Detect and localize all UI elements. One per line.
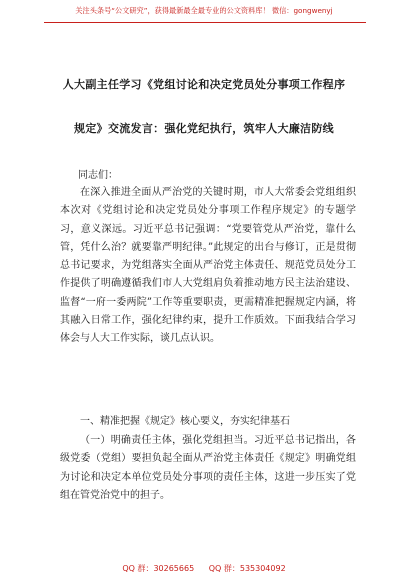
- section-heading-1: 一、精准把握《规定》核心要义，夯实纪律基石: [80, 416, 290, 427]
- footer-contact: [0, 563, 408, 574]
- footer-qq-group-1: QQ 群：30265665: [122, 564, 195, 573]
- header-divider: [44, 22, 366, 23]
- document-title-line-2: 规定》交流发言：强化党纪执行，筑牢人大廉洁防线: [74, 122, 334, 135]
- body-paragraph-1: 在深入推进全面从严治党的关键时期，市人大常委会党组组织本次对《党组讨论和决定党员处分事项工作程序规定》的专题学习，意义深远。习近平总书记强调：“党要管党从严治党，靠什么管，凭什么治？就要靠严明纪律。”此规定的出台与修订，正是贯彻总书记要求，为党组落实全面从严治党主体责任、规范党员处分工作提供了明确遵循我们市人大党组肩负着推动地方民主法治建设、监督“一府一委两院”工作等重要职责，更需精准把握规定内涵，将其融入日常工作，强化纪律约束，提升工作质效。下面我结合学习体会与人大工作实际，谈几点认识。: [60, 187, 356, 345]
- document-title-line-1: 人大副主任学习《党组讨论和决定党员处分事项工作程序: [62, 78, 346, 91]
- body-paragraph-2: （一）明确责任主体，强化党组担当。习近平总书记指出，各级党委（党组）要担负起全面从严治党主体责任《规定》明确党组为讨论和决定本单位党员处分事项的责任主体，这进一步压实了党组在管党治党中的担子。: [60, 435, 356, 501]
- greeting: 同志们：: [78, 170, 118, 181]
- header-promo-note: 关注头条号“公文研究”，获得最新最全最专业的公文资料库！ 微信：gongwenyj: [75, 6, 333, 15]
- footer-qq-group-2: QQ 群：535304092: [208, 564, 286, 573]
